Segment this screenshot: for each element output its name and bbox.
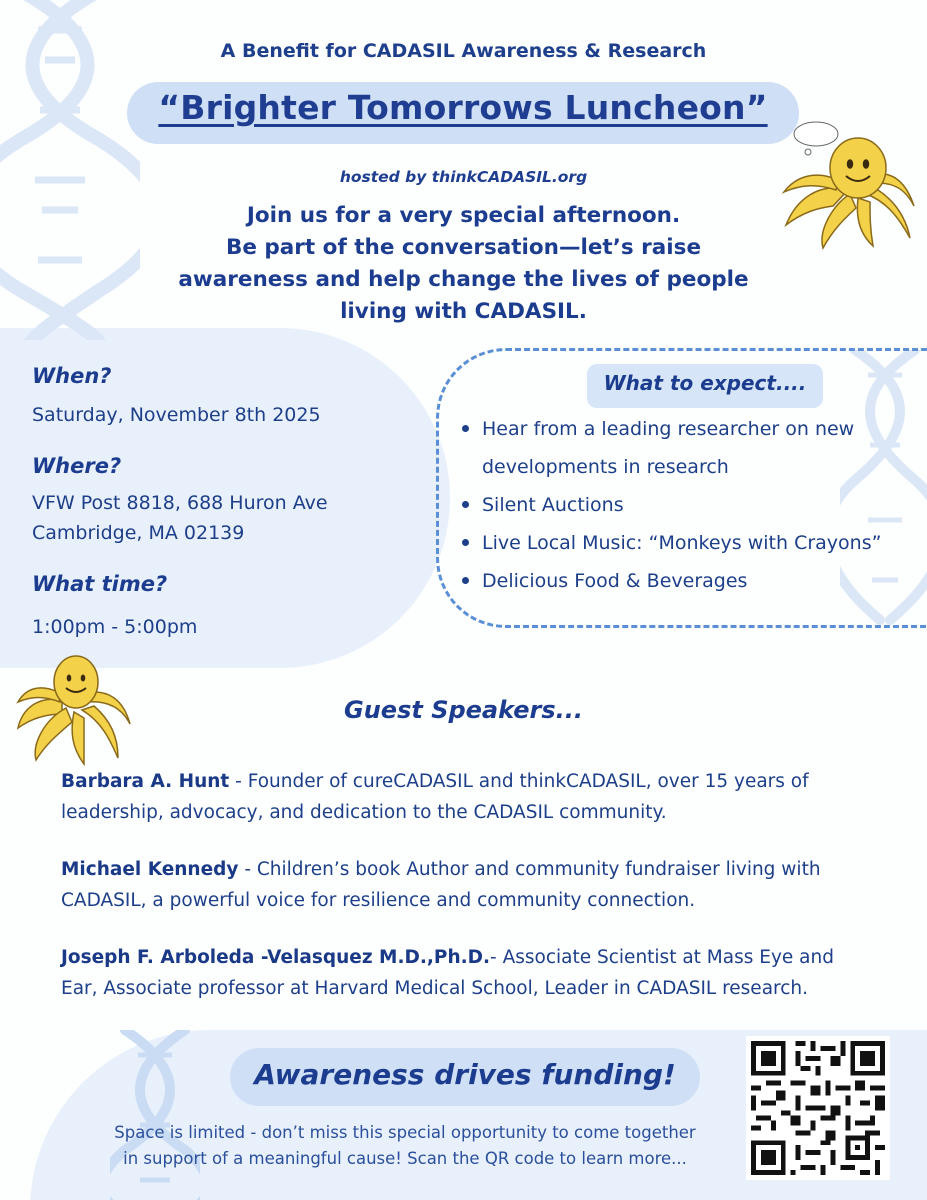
expect-title: What to expect....	[603, 371, 807, 395]
qr-code-icon[interactable]	[746, 1036, 890, 1180]
intro-line: Join us for a very special afternoon.	[246, 203, 681, 228]
dna-helix-icon	[110, 1030, 200, 1200]
expect-list	[458, 410, 918, 600]
speakers-title: Guest Speakers...	[344, 696, 583, 724]
expect-item: Silent Auctions	[458, 486, 918, 524]
speaker-entry	[61, 854, 871, 916]
benefit-heading: A Benefit for CADASIL Awareness & Research	[220, 40, 707, 62]
speaker-desc: - Children’s book Author and community fundraiser living with CADASIL, a powerful voice for resilience and community connection.	[61, 859, 821, 911]
intro-line: Be part of the conversation—let’s raise	[225, 235, 702, 260]
where-label: Where?	[32, 454, 122, 478]
intro-line: living with CADASIL.	[340, 299, 587, 324]
where-line2: Cambridge, MA 02139	[32, 522, 245, 544]
footer-line: Space is limited - don’t miss this special opportunity to come together	[114, 1123, 696, 1142]
speaker-desc: - Associate Scientist at Mass Eye and Ear, Associate professor at Harvard Medical School, Leader in CADASIL research.	[61, 947, 834, 999]
speaker-name: Joseph F. Arboleda -Velasquez M.D.,Ph.D.	[61, 947, 491, 968]
expect-item: Delicious Food & Beverages	[458, 562, 918, 600]
expect-item: Live Local Music: “Monkeys with Crayons”	[458, 524, 918, 562]
time-label: What time?	[32, 572, 168, 596]
speaker-entry	[61, 942, 871, 1004]
footer-text	[50, 1120, 760, 1172]
hosted-by: hosted by thinkCADASIL.org	[339, 168, 588, 186]
footer-line: in support of a meaningful cause! Scan the QR code to learn more...	[123, 1149, 687, 1168]
intro-line: awareness and help change the lives of people	[178, 267, 749, 292]
time-value: 1:00pm - 5:00pm	[32, 616, 198, 638]
when-label: When?	[32, 364, 112, 388]
expect-item: Hear from a leading researcher on new developments in research	[458, 410, 918, 486]
speaker-desc: - Founder of cureCADASIL and thinkCADASIL, over 15 years of leadership, advocacy, and dedication to the CADASIL community.	[61, 771, 809, 823]
funding-slogan: Awareness drives funding!	[254, 1058, 676, 1091]
speaker-entry	[61, 766, 871, 828]
event-title: “Brighter Tomorrows Luncheon”	[158, 88, 768, 127]
where-line1: VFW Post 8818, 688 Huron Ave	[32, 492, 328, 514]
when-value: Saturday, November 8th 2025	[32, 404, 321, 426]
speaker-name: Barbara A. Hunt	[61, 771, 230, 792]
speaker-name: Michael Kennedy	[61, 859, 239, 880]
intro-text	[120, 200, 807, 328]
